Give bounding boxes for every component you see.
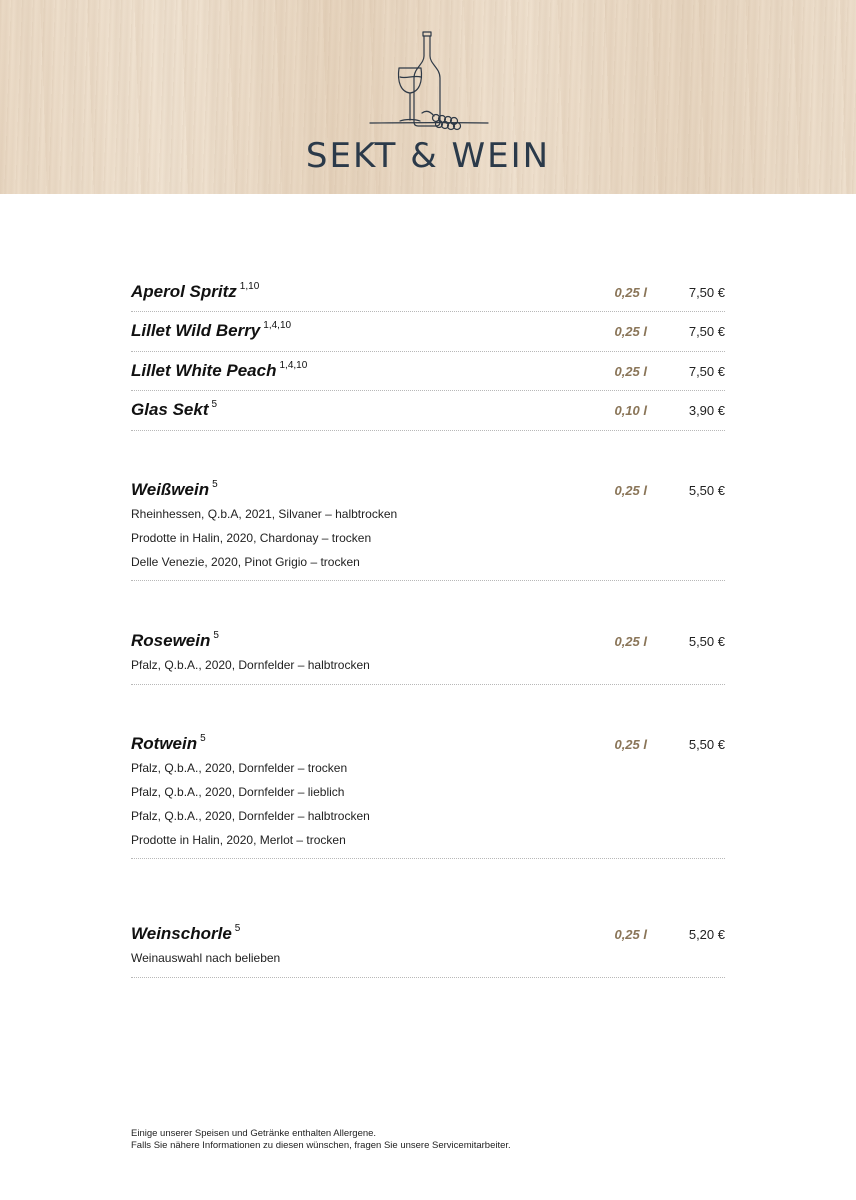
menu-item-rotwein: [131, 734, 725, 764]
item-price: 5,50 €: [688, 737, 725, 752]
menu-item-weisswein: [131, 480, 725, 510]
item-description: Pfalz, Q.b.A., 2020, Dornfelder – trocken: [131, 761, 348, 775]
item-volume: 0,25 l: [614, 364, 647, 379]
item-name: Glas Sekt $^5$: [131, 399, 218, 419]
item-volume: 0,25 l: [614, 737, 647, 752]
item-description: Delle Venezie, 2020, Pinot Grigio – trocken: [131, 555, 360, 569]
item-name: Weinschorle $^5$: [131, 923, 241, 943]
item-description: Prodotte in Halin, 2020, Merlot – trocken: [131, 833, 346, 847]
item-price: 5,20 €: [688, 927, 725, 942]
wine-bottle-glass-grapes-icon: [368, 30, 490, 134]
item-price: 5,50 €: [688, 634, 725, 649]
item-description: Prodotte in Halin, 2020, Chardonay – trocken: [131, 531, 372, 545]
item-name: Aperol Spritz $^{1,10}$: [131, 281, 260, 301]
item-price: 7,50 €: [688, 324, 725, 339]
allergen-codes: 5: [212, 479, 218, 491]
allergen-notice-line: Einige unserer Speisen und Getränke enthalten Allergene.: [131, 1128, 377, 1139]
item-volume: 0,25 l: [614, 324, 647, 339]
item-price: 7,50 €: [688, 364, 725, 379]
menu-item-lillet-wild-berry: [131, 321, 725, 351]
item-description: Pfalz, Q.b.A., 2020, Dornfelder – halbtrocken: [131, 809, 370, 823]
allergen-codes: 1,4,10: [263, 320, 292, 332]
allergen-codes: 5: [234, 923, 241, 935]
item-volume: 0,25 l: [614, 285, 647, 300]
allergen-notice: [131, 1128, 511, 1152]
item-description: Rheinhessen, Q.b.A, 2021, Silvaner – halbtrocken: [131, 507, 398, 521]
item-name: Lillet White Peach $^{1,4,10}$: [131, 360, 308, 380]
item-price: 3,90 €: [688, 403, 725, 418]
item-name: Weißwein $^5$: [131, 479, 218, 499]
divider: [131, 580, 725, 581]
menu-item-lillet-white-peach: [131, 361, 725, 391]
item-volume: 0,10 l: [614, 403, 647, 418]
page-title: SEKT & WEIN: [305, 136, 551, 176]
item-volume: 0,25 l: [614, 634, 647, 649]
allergen-codes: 1,10: [239, 281, 260, 293]
menu-item-aperol-spritz: [131, 282, 725, 312]
item-price: 7,50 €: [688, 285, 725, 300]
menu-item-glas-sekt: [131, 400, 725, 430]
divider: [131, 858, 725, 859]
item-volume: 0,25 l: [614, 483, 647, 498]
allergen-codes: 5: [211, 399, 218, 411]
item-name: Rotwein $^5$: [131, 733, 206, 753]
menu-item-rosewein: [131, 631, 725, 661]
wood-header: [0, 0, 856, 194]
menu-item-weinschorle: [131, 924, 725, 954]
item-description: Pfalz, Q.b.A., 2020, Dornfelder – halbtrocken: [131, 658, 370, 672]
item-description: Weinauswahl nach belieben: [131, 951, 281, 965]
divider: [131, 351, 725, 352]
allergen-codes: 5: [213, 630, 219, 642]
allergen-codes: 5: [200, 733, 206, 745]
allergen-notice-line: Falls Sie nähere Informationen zu diesen wünschen, fragen Sie unsere Servicemitarbeiter.: [131, 1140, 511, 1151]
divider: [131, 684, 725, 685]
divider: [131, 311, 725, 312]
item-price: 5,50 €: [688, 483, 725, 498]
allergen-codes: 1,4,10: [279, 360, 308, 372]
item-description: Pfalz, Q.b.A., 2020, Dornfelder – lieblich: [131, 785, 345, 799]
item-name: Rosewein $^5$: [131, 630, 219, 650]
divider: [131, 390, 725, 391]
divider: [131, 430, 725, 431]
item-name: Lillet Wild Berry $^{1,4,10}$: [131, 320, 292, 340]
divider: [131, 977, 725, 978]
item-volume: 0,25 l: [614, 927, 647, 942]
